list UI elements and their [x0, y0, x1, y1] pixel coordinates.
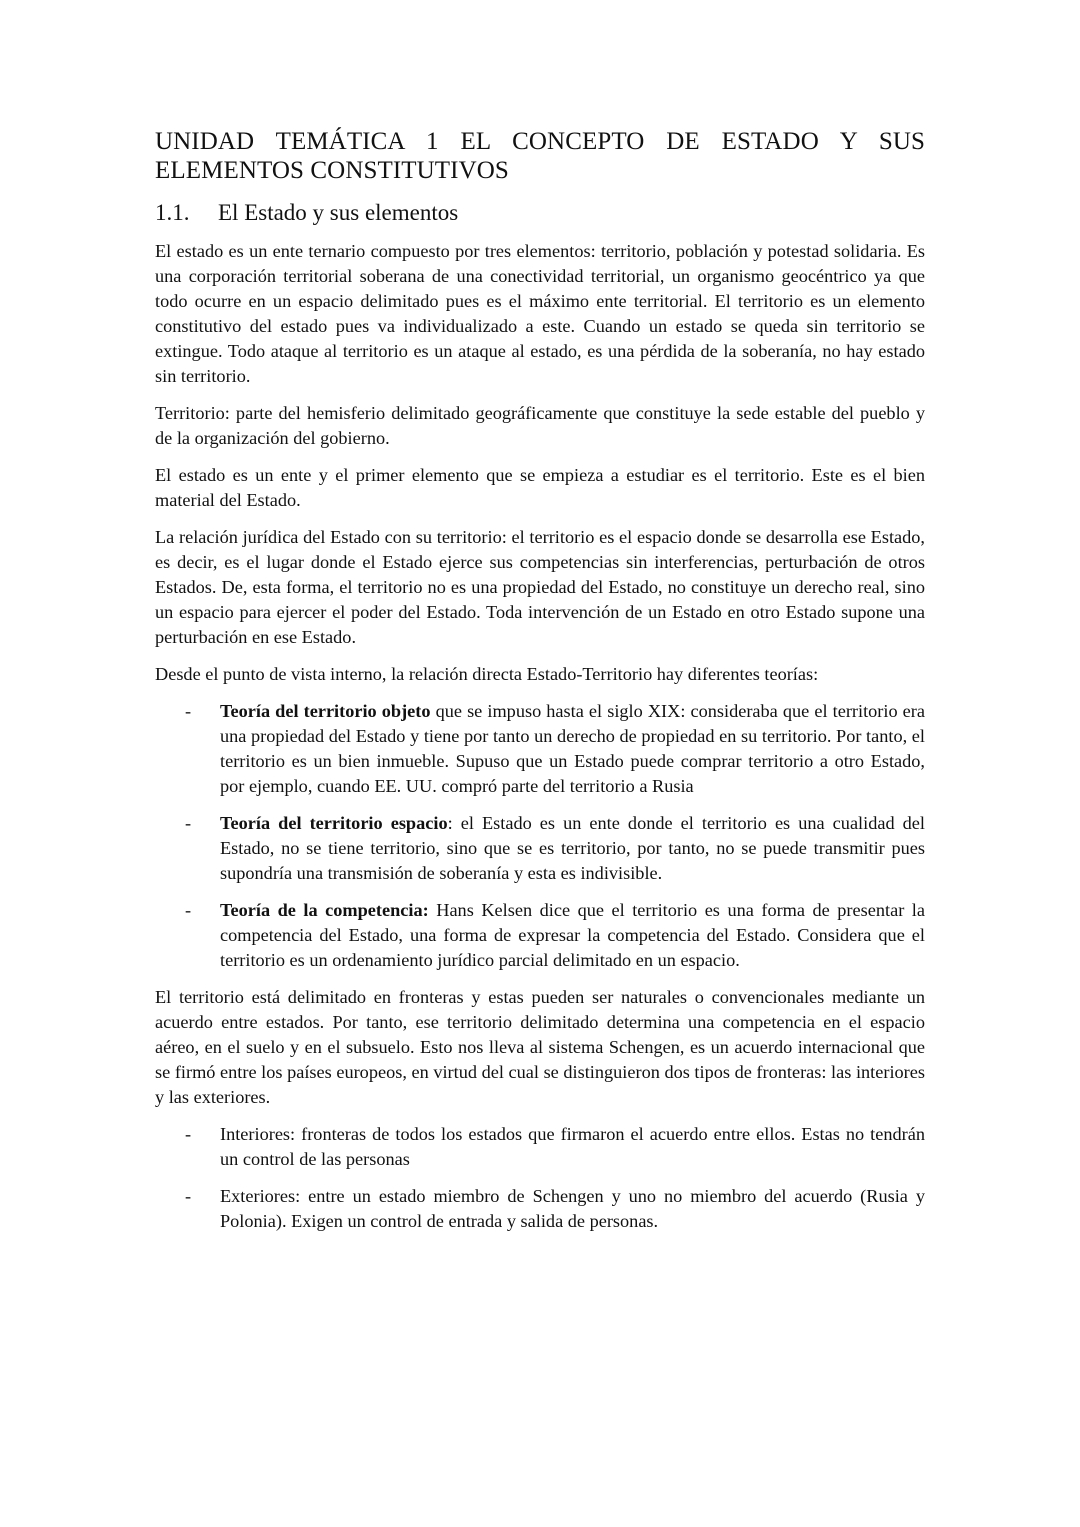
- section-heading: [155, 199, 925, 227]
- list-dash: -: [185, 900, 192, 920]
- list-item: [155, 1122, 925, 1172]
- document-page: [155, 127, 925, 1246]
- borders-list: [155, 1122, 925, 1234]
- list-dash: -: [185, 1186, 192, 1206]
- list-dash: -: [185, 1124, 192, 1144]
- list-item: [155, 898, 925, 973]
- document-title-line-1: UNIDAD TEMÁTICA 1 EL CONCEPTO DE ESTADO Y SUS: [155, 128, 925, 155]
- section-number: 1.1.: [155, 200, 190, 225]
- border-text: Interiores: fronteras de todos los estados que firmaron el acuerdo entre ellos. Estas no tendrán un control de las personas: [220, 1124, 925, 1169]
- theories-list: [155, 699, 925, 973]
- list-dash: -: [185, 701, 192, 721]
- paragraph-relacion-juridica: La relación jurídica del Estado con su territorio: el territorio es el espacio donde se desarrolla ese Estado, es decir, es el lugar donde el Estado ejerce sus competencias sin interferencias, perturbación de otros Estados. De, esta forma, el territorio no es una propiedad del Estado, no constituye un derecho real, sino un espacio para ejercer el poder del Estado. Toda intervención de un Estado en otro Estado supone una perturbación en ese Estado.: [155, 527, 925, 647]
- paragraph-fronteras: El territorio está delimitado en fronteras y estas pueden ser naturales o convencionales mediante un acuerdo entre estados. Por tanto, ese territorio delimitado determina una competencia en el espacio aéreo, en el suelo y en el subsuelo. Esto nos lleva al sistema Schengen, es un acuerdo internacional que se firmó entre los países europeos, en virtud del cual se distinguieron dos tipos de fronteras: las interiores y las exteriores.: [155, 987, 925, 1107]
- list-item: [155, 811, 925, 886]
- paragraph-definition: El estado es un ente ternario compuesto por tres elementos: territorio, población y potestad solidaria. Es una corporación territorial soberana de una conectividad territorial, un organismo geocéntrico ya que todo ocurre en un espacio delimitado pues es el máximo ente territorial. El territorio es un elemento constitutivo del estado pues va individualizado a este. Cuando un estado se queda sin territorio se extingue. Todo ataque al territorio es un ataque al estado, es una pérdida de la soberanía, no hay estado sin territorio.: [155, 241, 925, 386]
- document-title: [155, 127, 925, 185]
- paragraph-teorias-intro: Desde el punto de vista interno, la relación directa Estado-Territorio hay diferentes teorías:: [155, 664, 819, 684]
- list-dash: -: [185, 813, 192, 833]
- document-title-line-2: ELEMENTOS CONSTITUTIVOS: [155, 157, 509, 184]
- paragraph-ente: El estado es un ente y el primer elemento que se empieza a estudiar es el territorio. Este es el bien material del Estado.: [155, 465, 925, 510]
- list-item: [155, 699, 925, 799]
- paragraph-territorio: Territorio: parte del hemisferio delimitado geográficamente que constituye la sede estable del pueblo y de la organización del gobierno.: [155, 403, 925, 448]
- list-item: [155, 1184, 925, 1234]
- theory-term: Teoría de la competencia:: [220, 900, 429, 920]
- section-title: El Estado y sus elementos: [218, 200, 459, 225]
- theory-term: Teoría del territorio espacio: [220, 813, 448, 833]
- theory-text: que se impuso hasta el siglo XIX: consideraba que el territorio era una propiedad del Estado y tiene por tanto un derecho de propiedad en su territorio. Por tanto, el territorio es un bien inmueble. Supuso que un Estado puede comprar territorio a otro Estado, por ejemplo, cuando EE. UU. compró parte del territorio a Rusia: [220, 701, 925, 796]
- theory-term: Teoría del territorio objeto: [220, 701, 431, 721]
- theory-text: : el Estado es un ente donde el territorio es una cualidad del Estado, no se tiene territorio, sino que se es territorio, por tanto, no se puede transmitir pues supondría una transmisión de soberanía y esta es indivisible.: [220, 813, 925, 883]
- theory-text: Hans Kelsen dice que el territorio es una forma de presentar la competencia del Estado, una forma de expresar la competencia del Estado. Considera que el territorio es un ordenamiento jurídico parcial delimitado en un espacio.: [220, 900, 925, 970]
- border-text: Exteriores: entre un estado miembro de Schengen y uno no miembro del acuerdo (Rusia y Polonia). Exigen un control de entrada y salida de personas.: [220, 1186, 925, 1231]
